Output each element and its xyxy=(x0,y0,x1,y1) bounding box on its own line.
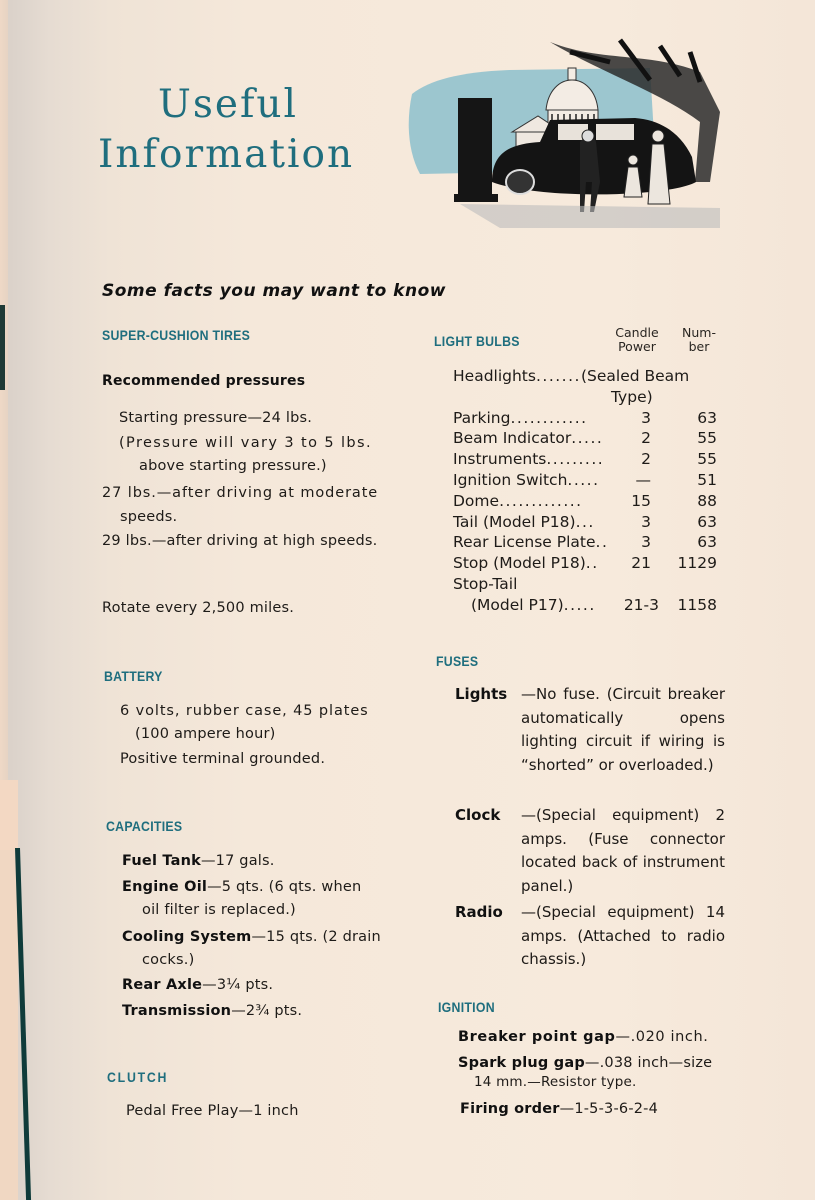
ignition-spark-plug-cont: 14 mm.—Resistor type. xyxy=(474,1074,637,1090)
fuse-radio: Radio —(Special equipment) 14 amps. (Attached to radio chassis.) xyxy=(455,903,725,968)
capacity-rear-axle: Rear Axle—3¼ pts. xyxy=(122,977,274,993)
bulb-row: (Model P17)..... 21-3 1158 xyxy=(471,595,717,614)
title-line-1: Useful xyxy=(158,82,298,127)
bulb-row: Instruments......... 2 55 xyxy=(453,450,717,469)
tires-rotate: Rotate every 2,500 miles. xyxy=(102,600,295,616)
bulb-row-headlights: Headlights.......(Sealed Beam xyxy=(453,367,690,385)
light-bulbs-table xyxy=(453,366,723,616)
light-bulbs-heading: LIGHT BULBS xyxy=(434,333,520,349)
capacity-engine-oil: Engine Oil—5 qts. (6 qts. when xyxy=(122,879,362,895)
ignition-spark-plug-gap: Spark plug gap—.038 inch—size xyxy=(458,1055,713,1071)
fuse-lights: Lights —No fuse. (Circuit breaker automatically opens lighting circuit if wiring is “shorted” or overloaded.) xyxy=(455,685,725,774)
bulb-row: Dome............. 15 88 xyxy=(453,491,717,510)
binding-tab xyxy=(0,780,18,852)
subtitle: Some facts you may want to know xyxy=(102,281,446,301)
bulb-row: Tail (Model P18)... 3 63 xyxy=(453,512,717,531)
bulb-row: Parking............ 3 63 xyxy=(453,408,717,427)
bulb-row: Stop (Model P18).. 21 1129 xyxy=(453,554,717,573)
battery-line-1: 6 volts, rubber case, 45 plates xyxy=(120,703,369,719)
bulb-row: Beam Indicator..... 2 55 xyxy=(453,429,717,448)
capacity-cooling-system: Cooling System—15 qts. (2 drain xyxy=(122,929,381,945)
binding-lower xyxy=(0,850,18,1200)
tires-line-3: above starting pressure.) xyxy=(139,458,327,474)
tires-line-4: 27 lbs.—after driving at moderate xyxy=(102,485,379,501)
capacity-transmission: Transmission—2¾ pts. xyxy=(122,1003,303,1019)
ignition-breaker-gap: Breaker point gap—.020 inch. xyxy=(458,1029,709,1045)
page-title xyxy=(98,80,398,180)
tires-subheading: Recommended pressures xyxy=(102,373,306,389)
tires-line-6: 29 lbs.—after driving at high speeds. xyxy=(102,533,378,549)
ignition-heading: IGNITION xyxy=(438,999,495,1015)
clutch-line: Pedal Free Play—1 inch xyxy=(126,1103,299,1119)
capacities-heading: CAPACITIES xyxy=(106,818,183,834)
ignition-firing-order: Firing order—1-5-3-6-2-4 xyxy=(460,1101,659,1117)
bulb-row: Ignition Switch..... — 51 xyxy=(453,470,717,489)
title-line-2: Information xyxy=(98,132,355,177)
bulb-row: Rear License Plate.. 3 63 xyxy=(453,533,717,552)
car-gas-station-illustration xyxy=(400,32,730,232)
capacity-fuel-tank: Fuel Tank—17 gals. xyxy=(122,853,275,869)
battery-heading: BATTERY xyxy=(104,668,163,684)
number-header: Num- ber xyxy=(682,325,716,354)
bulb-row: Stop-Tail xyxy=(453,574,518,593)
binding-edge xyxy=(0,305,5,390)
clutch-heading: CLUTCH xyxy=(107,1069,169,1085)
tires-line-5: speeds. xyxy=(120,509,178,525)
battery-line-2: (100 ampere hour) xyxy=(135,726,276,742)
fuses-heading: FUSES xyxy=(436,653,479,669)
tires-heading: SUPER-CUSHION TIRES xyxy=(102,327,251,343)
capacity-cooling-system-cont: cocks.) xyxy=(142,952,195,968)
candle-power-header: Candle Power xyxy=(615,325,659,354)
tires-line-2: (Pressure will vary 3 to 5 lbs. xyxy=(119,435,372,451)
bulb-row-headlights-cont: Type) xyxy=(611,387,653,406)
tires-line-1: Starting pressure—24 lbs. xyxy=(119,410,313,426)
capacity-engine-oil-cont: oil filter is replaced.) xyxy=(142,902,296,918)
battery-line-3: Positive terminal grounded. xyxy=(120,751,326,767)
fuse-clock: Clock —(Special equipment) 2 amps. (Fuse connector located back of instrument panel.) xyxy=(455,806,725,895)
